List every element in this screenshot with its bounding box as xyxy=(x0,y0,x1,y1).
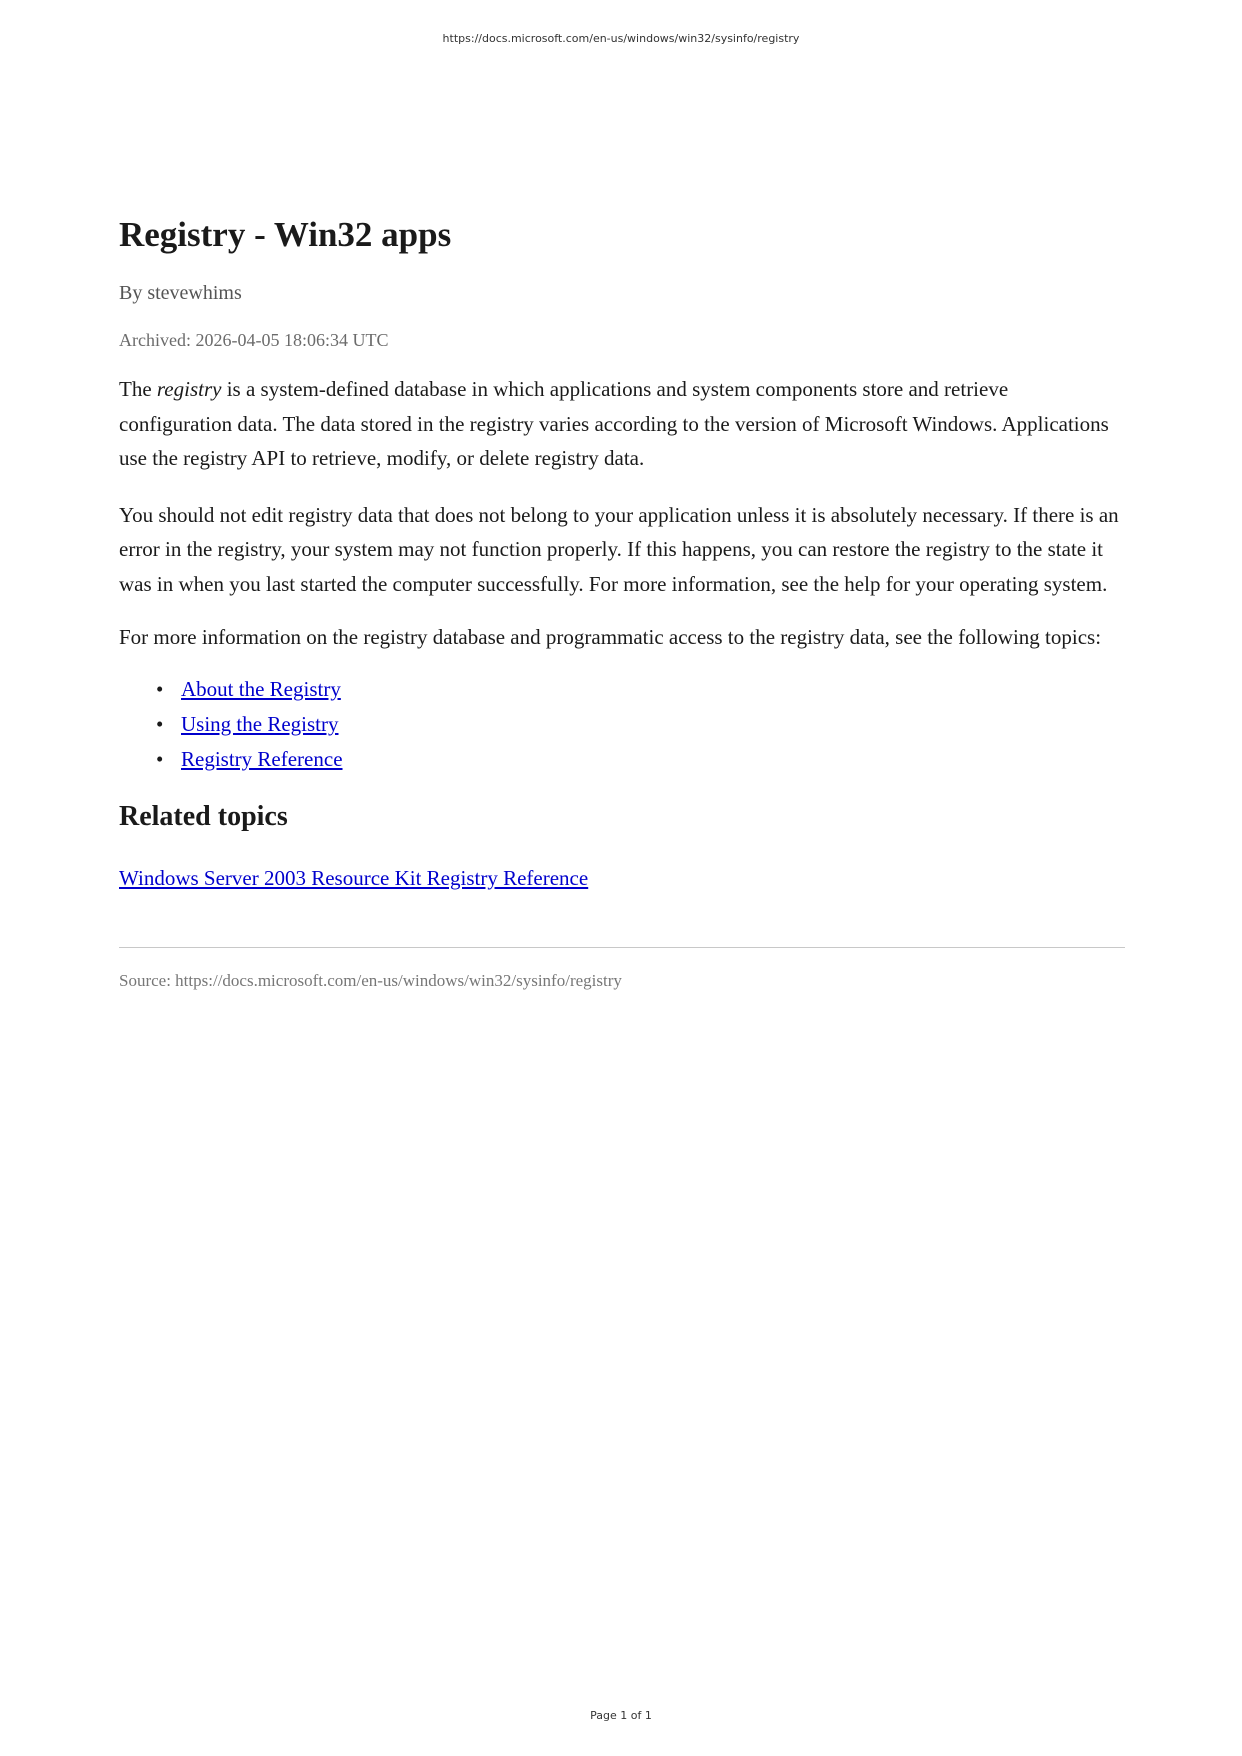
link-using-the-registry[interactable]: Using the Registry xyxy=(181,711,339,736)
divider xyxy=(119,947,1125,948)
intro-emphasis: registry xyxy=(156,377,222,401)
source-url: Source: https://docs.microsoft.com/en-us/windows/win32/sysinfo/registry xyxy=(119,970,622,990)
archived-timestamp: Archived: 2026-04-05 18:06:34 UTC xyxy=(119,330,389,350)
link-resource-kit-registry-reference[interactable]: Windows Server 2003 Resource Kit Registry Reference xyxy=(119,865,589,890)
link-about-the-registry[interactable]: About the Registry xyxy=(181,676,341,701)
author-byline: By stevewhims xyxy=(119,282,242,304)
article xyxy=(119,212,1125,992)
related-topics-heading: Related topics xyxy=(119,800,288,832)
intro-lead: The xyxy=(119,377,157,401)
bullet-icon: • xyxy=(156,676,164,701)
bullet-icon: • xyxy=(156,711,164,736)
list-item xyxy=(156,707,1125,742)
intro-paragraph xyxy=(119,372,1125,476)
related-link-row xyxy=(119,863,1125,893)
list-item xyxy=(156,742,1125,777)
warning-paragraph: You should not edit registry data that does not belong to your application unless it is absolutely necessary. If there is an error in the registry, your system may not function properly. If this happens, you can restore the registry to the state it was in when you last started the computer successfully. For more information, see the help for your operating system. xyxy=(119,502,1119,596)
topic-list xyxy=(156,672,1125,777)
link-registry-reference[interactable]: Registry Reference xyxy=(181,746,343,771)
more-info-paragraph: For more information on the registry database and programmatic access to the registry data, see the following topics: xyxy=(119,625,1102,649)
page-number: Page 1 of 1 xyxy=(590,1709,652,1722)
bullet-icon: • xyxy=(156,746,164,771)
print-header-url: https://docs.microsoft.com/en-us/windows/win32/sysinfo/registry xyxy=(442,32,800,45)
page-title: Registry - Win32 apps xyxy=(119,215,452,254)
intro-rest: is a system-defined database in which applications and system components store and retrieve configuration data. The data stored in the registry varies according to the version of Microsoft Windows. Applications use the registry API to retrieve, modify, or delete registry data. xyxy=(119,377,1109,470)
list-item xyxy=(156,672,1125,707)
